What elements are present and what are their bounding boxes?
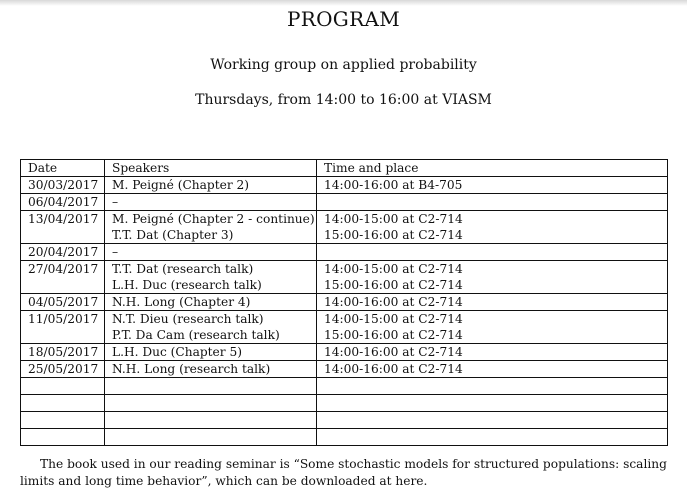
table-row	[21, 244, 668, 261]
speaker-cell	[105, 412, 317, 429]
schedule-line: Thursdays, from 14:00 to 16:00 at VIASM	[195, 92, 492, 108]
time-place-cell: 15:00-16:00 at C2-714	[317, 327, 668, 344]
time-place-cell: 14:00-16:00 at C2-714	[317, 294, 668, 311]
table-row	[21, 327, 668, 344]
table-header-row	[21, 160, 668, 177]
table-row	[21, 395, 668, 412]
table-row	[21, 227, 668, 244]
table-row	[21, 194, 668, 211]
speaker-cell: M. Peigné (Chapter 2)	[105, 177, 317, 194]
speaker-cell: –	[105, 194, 317, 211]
speaker-cell	[105, 429, 317, 446]
date-cell: 18/05/2017	[21, 344, 105, 361]
date-cell	[21, 327, 105, 344]
time-place-cell: 14:00-15:00 at C2-714	[317, 311, 668, 328]
table-row	[21, 311, 668, 328]
date-cell	[21, 412, 105, 429]
header-speakers: Speakers	[105, 160, 317, 177]
table-row	[21, 277, 668, 294]
speaker-cell: M. Peigné (Chapter 2 - continue)	[105, 211, 317, 228]
speaker-cell: N.T. Dieu (research talk)	[105, 311, 317, 328]
time-place-cell	[317, 429, 668, 446]
header-time-place: Time and place	[317, 160, 668, 177]
page-title: PROGRAM	[287, 7, 400, 31]
time-place-cell: 14:00-15:00 at C2-714	[317, 211, 668, 228]
speaker-cell	[105, 378, 317, 395]
speaker-cell: N.H. Long (Chapter 4)	[105, 294, 317, 311]
time-place-cell	[317, 244, 668, 261]
date-cell: 27/04/2017	[21, 261, 105, 278]
date-cell: 06/04/2017	[21, 194, 105, 211]
speaker-cell	[105, 395, 317, 412]
page-subtitle: Working group on applied probability	[210, 57, 477, 73]
time-place-cell	[317, 194, 668, 211]
speaker-cell: –	[105, 244, 317, 261]
table-row	[21, 294, 668, 311]
speaker-cell: L.H. Duc (research talk)	[105, 277, 317, 294]
date-cell: 13/04/2017	[21, 211, 105, 228]
speaker-cell: N.H. Long (research talk)	[105, 361, 317, 378]
table-row	[21, 378, 668, 395]
speaker-cell: L.H. Duc (Chapter 5)	[105, 344, 317, 361]
table-row	[21, 261, 668, 278]
date-cell: 04/05/2017	[21, 294, 105, 311]
date-cell	[21, 378, 105, 395]
time-place-cell: 14:00-16:00 at C2-714	[317, 344, 668, 361]
speaker-cell: T.T. Dat (research talk)	[105, 261, 317, 278]
time-place-cell: 14:00-16:00 at C2-714	[317, 361, 668, 378]
header-date: Date	[21, 160, 105, 177]
reading-note: The book used in our reading seminar is “Some stochastic models for structured populations: scaling limits and long time behavior”, which can be downloaded at here.	[20, 457, 667, 488]
table-row	[21, 429, 668, 446]
date-cell	[21, 429, 105, 446]
date-cell	[21, 395, 105, 412]
speaker-cell: T.T. Dat (Chapter 3)	[105, 227, 317, 244]
table-row	[21, 412, 668, 429]
time-place-cell: 14:00-15:00 at C2-714	[317, 261, 668, 278]
date-cell	[21, 227, 105, 244]
date-cell: 20/04/2017	[21, 244, 105, 261]
table-row	[21, 177, 668, 194]
time-place-cell: 15:00-16:00 at C2-714	[317, 227, 668, 244]
program-table-body	[21, 160, 668, 446]
table-row	[21, 361, 668, 378]
date-cell: 30/03/2017	[21, 177, 105, 194]
time-place-cell: 14:00-16:00 at B4-705	[317, 177, 668, 194]
table-row	[21, 344, 668, 361]
program-table	[20, 159, 668, 446]
date-cell	[21, 277, 105, 294]
table-row	[21, 211, 668, 228]
page-top-shadow	[0, 0, 687, 6]
time-place-cell	[317, 378, 668, 395]
time-place-cell	[317, 412, 668, 429]
date-cell: 11/05/2017	[21, 311, 105, 328]
speaker-cell: P.T. Da Cam (research talk)	[105, 327, 317, 344]
time-place-cell: 15:00-16:00 at C2-714	[317, 277, 668, 294]
time-place-cell	[317, 395, 668, 412]
date-cell: 25/05/2017	[21, 361, 105, 378]
